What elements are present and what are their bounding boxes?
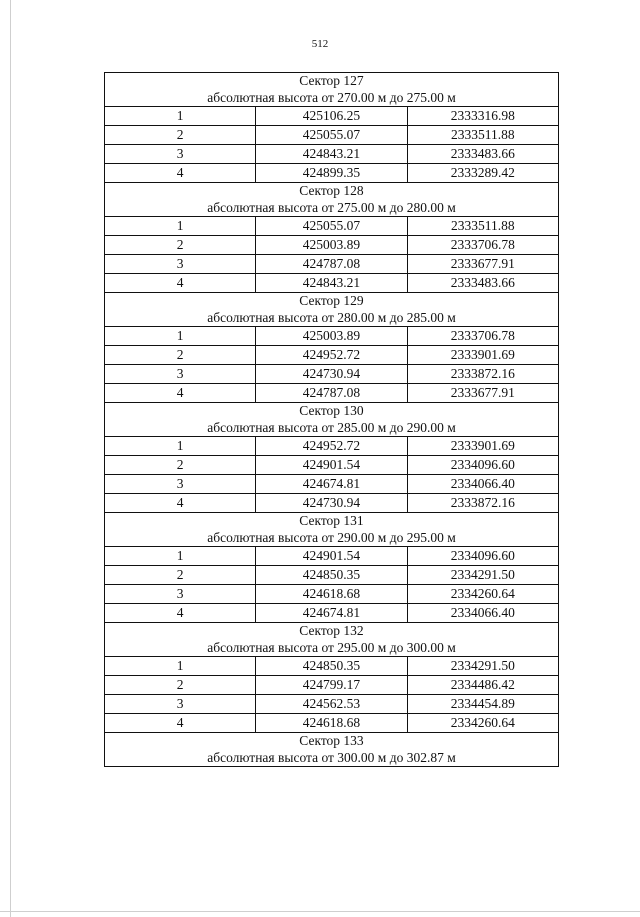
- sector-altitude: абсолютная высота от 290.00 м до 295.00 м: [207, 529, 456, 545]
- x-coordinate-cell: 424843.21: [256, 145, 407, 164]
- sector-altitude: абсолютная высота от 300.00 м до 302.87 м: [207, 749, 456, 765]
- x-coordinate-cell: 424787.08: [256, 384, 407, 403]
- sector-altitude: абсолютная высота от 270.00 м до 275.00 м: [207, 89, 456, 105]
- sector-title: Сектор 128: [299, 183, 364, 198]
- y-coordinate-cell: 2333289.42: [407, 164, 558, 183]
- table-row: [105, 164, 559, 183]
- x-coordinate-cell: 425055.07: [256, 217, 407, 236]
- table-row: [105, 566, 559, 585]
- x-coordinate-cell: 424674.81: [256, 475, 407, 494]
- point-number-cell: 3: [105, 145, 256, 164]
- x-coordinate-cell: 424674.81: [256, 604, 407, 623]
- sector-header-row: [105, 513, 559, 547]
- y-coordinate-cell: 2334096.60: [407, 456, 558, 475]
- sector-header: [105, 183, 559, 217]
- x-coordinate-cell: 424850.35: [256, 566, 407, 585]
- sector-header: [105, 513, 559, 547]
- point-number-cell: 1: [105, 657, 256, 676]
- x-coordinate-cell: 424799.17: [256, 676, 407, 695]
- table-row: [105, 714, 559, 733]
- y-coordinate-cell: 2333677.91: [407, 255, 558, 274]
- x-coordinate-cell: 424843.21: [256, 274, 407, 293]
- x-coordinate-cell: 424787.08: [256, 255, 407, 274]
- sector-header: [105, 293, 559, 327]
- point-number-cell: 3: [105, 365, 256, 384]
- point-number-cell: 2: [105, 236, 256, 255]
- table-row: [105, 365, 559, 384]
- x-coordinate-cell: 424562.53: [256, 695, 407, 714]
- x-coordinate-cell: 424618.68: [256, 585, 407, 604]
- y-coordinate-cell: 2333316.98: [407, 107, 558, 126]
- page-number: 512: [311, 38, 329, 50]
- table-row: [105, 494, 559, 513]
- y-coordinate-cell: 2334096.60: [407, 547, 558, 566]
- y-coordinate-cell: 2334454.89: [407, 695, 558, 714]
- sector-header-row: [105, 73, 559, 107]
- table-row: [105, 695, 559, 714]
- table-row: [105, 657, 559, 676]
- point-number-cell: 2: [105, 456, 256, 475]
- point-number-cell: 3: [105, 585, 256, 604]
- point-number-cell: 3: [105, 695, 256, 714]
- point-number-cell: 3: [105, 475, 256, 494]
- sector-altitude: абсолютная высота от 295.00 м до 300.00 м: [207, 639, 456, 655]
- table-row: [105, 585, 559, 604]
- table-row: [105, 145, 559, 164]
- x-coordinate-cell: 424850.35: [256, 657, 407, 676]
- sector-title: Сектор 127: [299, 73, 364, 88]
- table-row: [105, 126, 559, 145]
- sector-title: Сектор 129: [299, 293, 364, 308]
- table-row: [105, 327, 559, 346]
- y-coordinate-cell: 2333872.16: [407, 494, 558, 513]
- y-coordinate-cell: 2333511.88: [407, 126, 558, 145]
- y-coordinate-cell: 2333677.91: [407, 384, 558, 403]
- x-coordinate-cell: 424730.94: [256, 365, 407, 384]
- table-row: [105, 346, 559, 365]
- table-row: [105, 475, 559, 494]
- y-coordinate-cell: 2333901.69: [407, 437, 558, 456]
- sector-header: [105, 73, 559, 107]
- point-number-cell: 4: [105, 714, 256, 733]
- sector-header-row: [105, 293, 559, 327]
- sector-altitude: абсолютная высота от 285.00 м до 290.00 м: [207, 419, 456, 435]
- sector-header: [105, 623, 559, 657]
- y-coordinate-cell: 2333483.66: [407, 274, 558, 293]
- table-row: [105, 456, 559, 475]
- table-body: [105, 73, 559, 767]
- y-coordinate-cell: 2333706.78: [407, 327, 558, 346]
- point-number-cell: 1: [105, 547, 256, 566]
- y-coordinate-cell: 2334486.42: [407, 676, 558, 695]
- table-row: [105, 236, 559, 255]
- x-coordinate-cell: 425003.89: [256, 236, 407, 255]
- point-number-cell: 2: [105, 566, 256, 585]
- sector-header-row: [105, 403, 559, 437]
- y-coordinate-cell: 2333706.78: [407, 236, 558, 255]
- sector-altitude: абсолютная высота от 280.00 м до 285.00 м: [207, 309, 456, 325]
- x-coordinate-cell: 424618.68: [256, 714, 407, 733]
- scan-edge-left: [10, 0, 11, 917]
- point-number-cell: 4: [105, 494, 256, 513]
- table-row: [105, 217, 559, 236]
- point-number-cell: 1: [105, 327, 256, 346]
- point-number-cell: 2: [105, 676, 256, 695]
- y-coordinate-cell: 2333901.69: [407, 346, 558, 365]
- table-row: [105, 604, 559, 623]
- table-row: [105, 384, 559, 403]
- point-number-cell: 4: [105, 604, 256, 623]
- point-number-cell: 4: [105, 274, 256, 293]
- y-coordinate-cell: 2333511.88: [407, 217, 558, 236]
- table-row: [105, 274, 559, 293]
- x-coordinate-cell: 425106.25: [256, 107, 407, 126]
- x-coordinate-cell: 424901.54: [256, 456, 407, 475]
- point-number-cell: 3: [105, 255, 256, 274]
- y-coordinate-cell: 2333483.66: [407, 145, 558, 164]
- sector-header: [105, 733, 559, 767]
- y-coordinate-cell: 2334066.40: [407, 475, 558, 494]
- sector-altitude: абсолютная высота от 275.00 м до 280.00 м: [207, 199, 456, 215]
- point-number-cell: 2: [105, 126, 256, 145]
- sector-title: Сектор 131: [299, 513, 364, 528]
- x-coordinate-cell: 425055.07: [256, 126, 407, 145]
- point-number-cell: 4: [105, 164, 256, 183]
- y-coordinate-cell: 2334291.50: [407, 566, 558, 585]
- point-number-cell: 1: [105, 107, 256, 126]
- x-coordinate-cell: 425003.89: [256, 327, 407, 346]
- sector-header-row: [105, 623, 559, 657]
- table-row: [105, 547, 559, 566]
- table-row: [105, 676, 559, 695]
- y-coordinate-cell: 2334260.64: [407, 585, 558, 604]
- sector-coordinates-table: [104, 72, 559, 767]
- sector-header-row: [105, 183, 559, 217]
- x-coordinate-cell: 424730.94: [256, 494, 407, 513]
- x-coordinate-cell: 424901.54: [256, 547, 407, 566]
- point-number-cell: 1: [105, 437, 256, 456]
- sector-title: Сектор 130: [299, 403, 364, 418]
- x-coordinate-cell: 424952.72: [256, 346, 407, 365]
- sector-header-row: [105, 733, 559, 767]
- table-row: [105, 255, 559, 274]
- y-coordinate-cell: 2333872.16: [407, 365, 558, 384]
- table-row: [105, 437, 559, 456]
- sector-title: Сектор 133: [299, 733, 364, 748]
- scan-edge-bottom: [0, 911, 640, 912]
- y-coordinate-cell: 2334291.50: [407, 657, 558, 676]
- table-row: [105, 107, 559, 126]
- x-coordinate-cell: 424899.35: [256, 164, 407, 183]
- sector-header: [105, 403, 559, 437]
- x-coordinate-cell: 424952.72: [256, 437, 407, 456]
- sector-title: Сектор 132: [299, 623, 364, 638]
- point-number-cell: 4: [105, 384, 256, 403]
- point-number-cell: 1: [105, 217, 256, 236]
- y-coordinate-cell: 2334066.40: [407, 604, 558, 623]
- point-number-cell: 2: [105, 346, 256, 365]
- y-coordinate-cell: 2334260.64: [407, 714, 558, 733]
